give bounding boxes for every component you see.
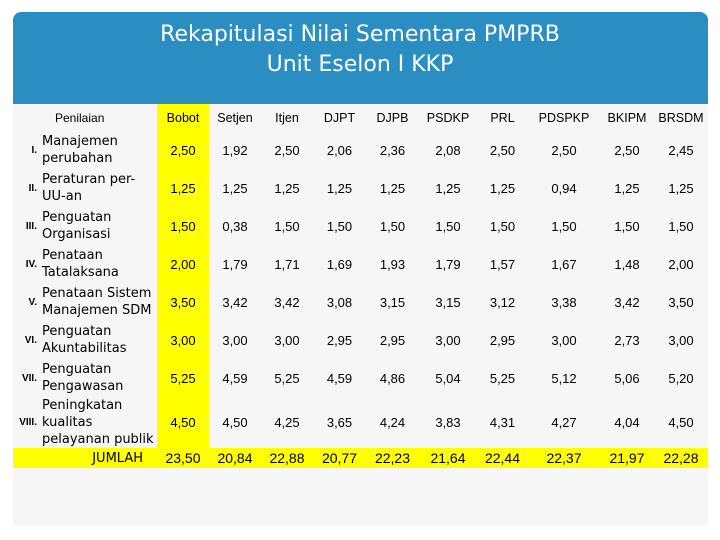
score-cell: 1,57 xyxy=(489,256,516,272)
score-cell: 5,06 xyxy=(614,370,640,386)
score-cell: 2,95 xyxy=(379,332,406,348)
score-cell: 3,83 xyxy=(435,415,461,430)
score-cell: 4,04 xyxy=(614,415,640,430)
score-cell: 3,42 xyxy=(274,294,300,310)
title-line-1: Rekapitulasi Nilai Sementara PMPRB xyxy=(160,22,560,47)
header-itjen: Itjen xyxy=(275,110,299,125)
score-cell: 2,95 xyxy=(489,332,516,348)
table-row xyxy=(13,283,708,321)
row-label: Peraturan per-UU-an xyxy=(42,172,136,204)
score-cell: 0,94 xyxy=(551,180,577,196)
total-cell: 22,37 xyxy=(528,448,600,468)
score-cell: 2,50 xyxy=(274,142,300,158)
score-cell: 4,59 xyxy=(222,370,248,386)
score-cell: 3,08 xyxy=(326,294,353,310)
total-cell: 22,23 xyxy=(366,448,419,468)
total-cell: 20,77 xyxy=(313,448,366,468)
score-cell: 4,50 xyxy=(157,397,209,448)
header-bobot: Bobot xyxy=(157,104,209,131)
score-cell: 4,50 xyxy=(222,415,248,430)
score-cell: 1,92 xyxy=(222,142,248,158)
header-djpb: DJPB xyxy=(376,110,409,125)
total-label: JUMLAH xyxy=(13,448,157,468)
score-cell: 2,50 xyxy=(489,142,516,158)
total-cell: 21,64 xyxy=(419,448,477,468)
score-cell: 5,25 xyxy=(157,359,209,397)
score-cell: 4,25 xyxy=(274,415,300,430)
score-cell: 4,86 xyxy=(379,370,406,386)
score-cell: 5,04 xyxy=(435,370,461,386)
score-cell: 1,50 xyxy=(326,218,353,234)
row-number: V. xyxy=(28,296,37,308)
score-cell: 2,08 xyxy=(435,142,461,158)
total-cell: 22,44 xyxy=(477,448,528,468)
score-cell: 1,71 xyxy=(274,256,300,272)
total-cell: 21,97 xyxy=(600,448,654,468)
score-cell: 3,15 xyxy=(435,294,461,310)
score-cell: 0,38 xyxy=(222,218,248,234)
row-label: Penguatan Pengawasan xyxy=(42,362,124,394)
score-cell: 1,25 xyxy=(157,169,209,207)
score-cell: 1,50 xyxy=(489,218,516,234)
score-cell: 1,67 xyxy=(551,256,577,272)
table-row xyxy=(13,397,708,448)
score-cell: 2,50 xyxy=(614,142,640,158)
score-cell: 3,38 xyxy=(551,294,577,310)
row-number: VIII. xyxy=(19,417,37,428)
score-cell: 2,73 xyxy=(614,332,640,348)
score-cell: 3,00 xyxy=(222,332,248,348)
row-number: IV. xyxy=(25,258,37,270)
score-cell: 2,50 xyxy=(157,131,209,169)
row-number: III. xyxy=(25,220,37,232)
score-cell: 1,25 xyxy=(379,180,406,196)
header-setjen: Setjen xyxy=(217,110,253,125)
score-cell: 3,50 xyxy=(668,294,694,310)
score-cell: 1,50 xyxy=(157,207,209,245)
header-djpt: DJPT xyxy=(323,110,356,125)
total-cell: 20,84 xyxy=(209,448,261,468)
score-cell: 3,65 xyxy=(326,415,353,430)
total-cell: 22,88 xyxy=(261,448,313,468)
score-cell: 1,69 xyxy=(326,256,353,272)
score-cell: 1,25 xyxy=(326,180,353,196)
score-cell: 3,00 xyxy=(157,321,209,359)
score-cell: 5,25 xyxy=(274,370,300,386)
row-number: VII. xyxy=(21,372,37,384)
row-label: Penataan Tatalaksana xyxy=(42,248,119,280)
score-cell: 1,79 xyxy=(435,256,461,272)
score-cell: 5,20 xyxy=(668,370,694,386)
row-number: II. xyxy=(28,182,37,194)
score-cell: 4,27 xyxy=(551,415,577,430)
table-row xyxy=(13,131,708,169)
score-cell: 4,24 xyxy=(379,415,406,430)
row-label: Penguatan Organisasi xyxy=(42,210,112,242)
score-cell: 1,50 xyxy=(435,218,461,234)
score-cell: 1,50 xyxy=(551,218,577,234)
header-psdkp: PSDKP xyxy=(426,110,470,125)
score-cell: 1,50 xyxy=(274,218,300,234)
header-penilaian: Penilaian xyxy=(55,110,105,125)
row-label: Peningkatan kualitas pelayanan publik xyxy=(42,398,154,447)
score-cell: 4,59 xyxy=(326,370,353,386)
header-pdspkp: PDSPKP xyxy=(538,110,590,125)
score-cell: 1,25 xyxy=(222,180,248,196)
score-cell: 5,12 xyxy=(551,370,577,386)
score-cell: 1,50 xyxy=(614,218,640,234)
score-cell: 1,50 xyxy=(668,218,694,234)
total-cell: 23,50 xyxy=(157,448,209,468)
score-cell: 3,00 xyxy=(435,332,461,348)
score-cell: 3,42 xyxy=(614,294,640,310)
score-cell: 3,00 xyxy=(551,332,577,348)
score-cell: 3,00 xyxy=(274,332,300,348)
score-cell: 2,00 xyxy=(157,245,209,283)
score-cell: 1,79 xyxy=(222,256,248,272)
score-cell: 3,12 xyxy=(489,294,516,310)
header-prl: PRL xyxy=(490,110,515,125)
header-bkipm: BKIPM xyxy=(607,110,647,125)
total-row xyxy=(13,448,708,468)
row-number: I. xyxy=(31,144,37,156)
score-cell: 4,50 xyxy=(668,415,694,430)
slide-title xyxy=(0,20,720,80)
score-cell: 5,25 xyxy=(489,370,516,386)
table-row xyxy=(13,169,708,207)
table-row xyxy=(13,207,708,245)
score-cell: 2,45 xyxy=(668,142,694,158)
row-label: Manajemen perubahan xyxy=(42,134,118,166)
score-cell: 1,93 xyxy=(379,256,406,272)
table-row xyxy=(13,245,708,283)
header-row xyxy=(13,104,708,131)
score-cell: 1,25 xyxy=(274,180,300,196)
row-label: Penguatan Akuntabilitas xyxy=(42,324,127,356)
row-label: Penataan Sistem Manajemen SDM xyxy=(42,286,152,318)
score-cell: 1,50 xyxy=(379,218,406,234)
score-cell: 1,25 xyxy=(489,180,516,196)
score-table xyxy=(13,104,708,468)
table-row xyxy=(13,359,708,397)
total-cell: 22,28 xyxy=(654,448,708,468)
row-number: VI. xyxy=(24,334,37,346)
score-cell: 2,06 xyxy=(326,142,353,158)
score-cell: 1,25 xyxy=(668,180,694,196)
score-cell: 2,36 xyxy=(379,142,406,158)
title-line-2: Unit Eselon I KKP xyxy=(266,52,454,77)
score-cell: 2,95 xyxy=(326,332,353,348)
score-cell: 2,50 xyxy=(551,142,577,158)
header-brsdm: BRSDM xyxy=(658,110,704,125)
score-cell: 3,15 xyxy=(379,294,406,310)
score-cell: 1,25 xyxy=(435,180,461,196)
table-row xyxy=(13,321,708,359)
score-cell: 4,31 xyxy=(489,415,516,430)
score-cell: 2,00 xyxy=(668,256,694,272)
score-cell: 3,50 xyxy=(157,283,209,321)
score-cell: 1,48 xyxy=(614,256,640,272)
score-cell: 3,00 xyxy=(668,332,694,348)
score-cell: 1,25 xyxy=(614,180,640,196)
score-cell: 3,42 xyxy=(222,294,248,310)
